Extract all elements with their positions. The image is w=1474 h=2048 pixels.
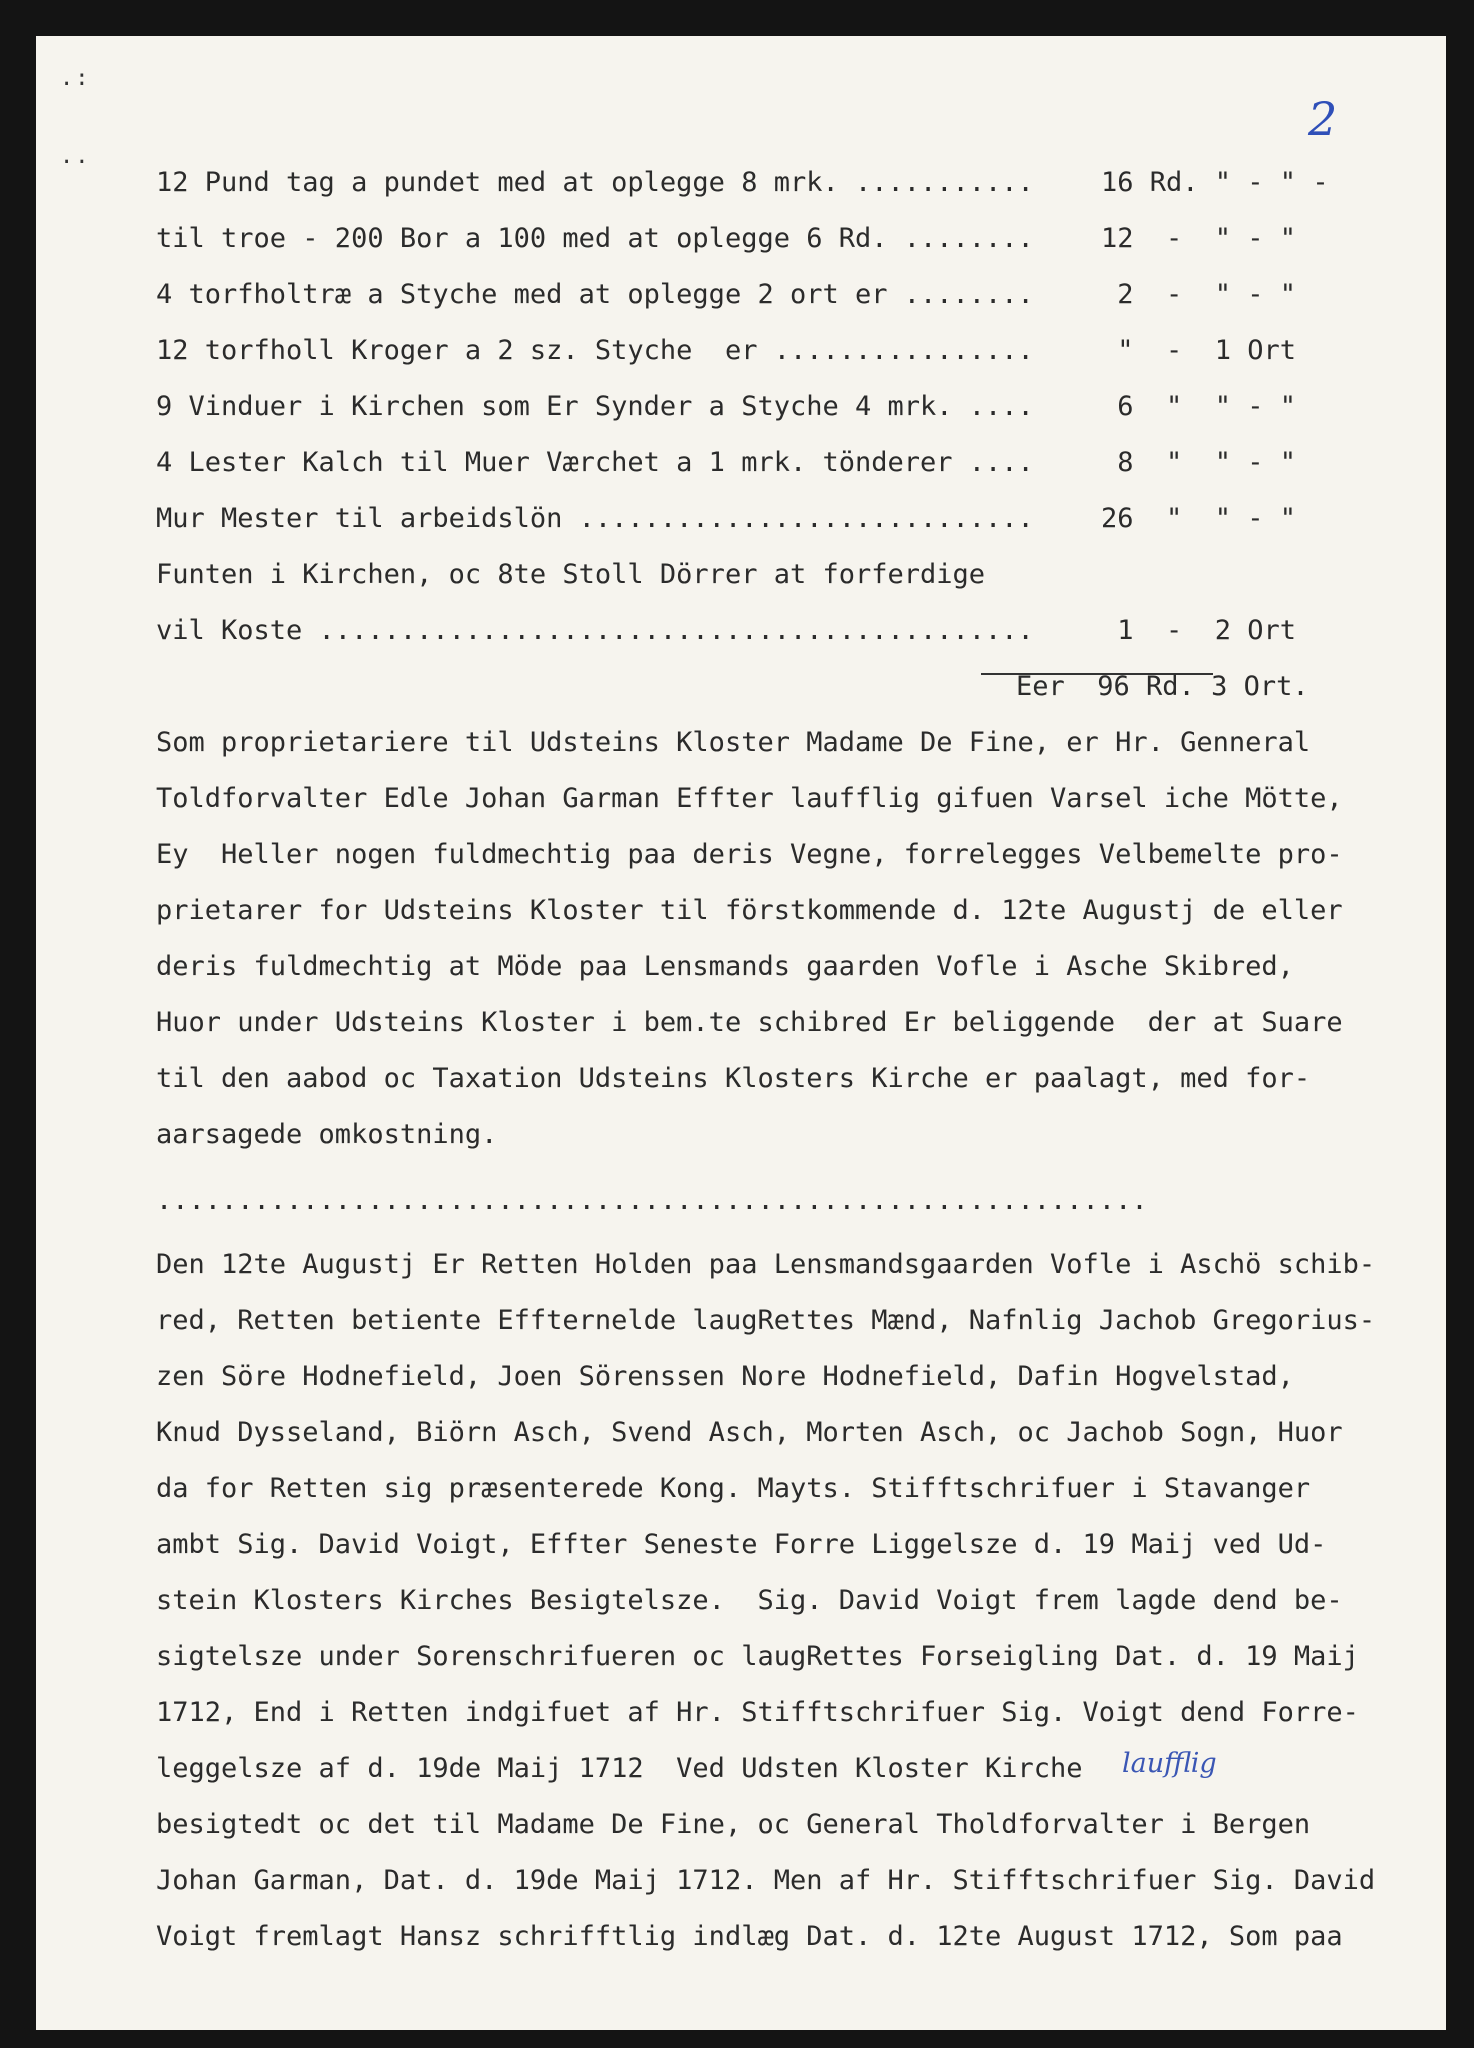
para2-line: red, Retten betiente Effternelde laugRettes Mænd, Nafnlig Jachob Gregorius- bbox=[156, 1305, 1376, 1336]
para1-line: Huor under Udsteins Kloster i bem.te schibred Er beliggende der at Suare bbox=[156, 1007, 1343, 1038]
para1-line: deris fuldmechtig at Möde paa Lensmands gaarden Vofle i Asche Skibred, bbox=[156, 951, 1294, 982]
account-line bbox=[156, 222, 1376, 256]
para1-line: Som proprietariere til Udsteins Kloster Madame De Fine, er Hr. Genneral bbox=[156, 727, 1311, 758]
account-line bbox=[156, 446, 1376, 480]
koste-line bbox=[156, 614, 1376, 648]
para2-line: Den 12te Augustj Er Retten Holden paa Lensmandsgaarden Vofle i Aschö schib- bbox=[156, 1249, 1376, 1280]
account-text: 4 Lester Kalch til Muer Værchet a 1 mrk. tönderer .... bbox=[156, 447, 1034, 478]
account-text: 4 torfholtræ a Styche med at oplegge 2 ort er ........ bbox=[156, 279, 1034, 310]
para1-line: prietarer for Udsteins Kloster til förstkommende d. 12te Augustj de eller bbox=[156, 895, 1343, 926]
koste-text: vil Koste ............................................ bbox=[156, 615, 1034, 646]
para2-line: stein Klosters Kirches Besigtelsze. Sig. David Voigt frem lagde dend be- bbox=[156, 1585, 1343, 1616]
account-amount: 16 Rd. " - " - bbox=[1101, 167, 1329, 198]
dotted-divider: ............................................................. bbox=[156, 1185, 1148, 1216]
account-amount: 6 " " - " bbox=[1101, 391, 1297, 422]
para1-line: aarsagede omkostning. bbox=[156, 1119, 498, 1150]
para2-line: leggelsze af d. 19de Maij 1712 Ved Udsten Kloster Kirche bbox=[156, 1753, 1083, 1784]
para2-line: Johan Garman, Dat. d. 19de Maij 1712. Men af Hr. Stifftschrifuer Sig. David bbox=[156, 1865, 1376, 1896]
account-amount: 2 - " - " bbox=[1101, 279, 1297, 310]
account-text: til troe - 200 Bor a 100 med at oplegge 6 Rd. ........ bbox=[156, 223, 1034, 254]
koste-amount: 1 - 2 Ort bbox=[1101, 615, 1297, 646]
handwritten-note: laufflig bbox=[1122, 1748, 1217, 1779]
margin-mark-left: .. bbox=[60, 144, 91, 169]
account-line bbox=[156, 334, 1376, 368]
account-amount: 8 " " - " bbox=[1101, 447, 1297, 478]
page-number: 2 bbox=[1308, 92, 1338, 146]
para2-line: Knud Dysseland, Biörn Asch, Svend Asch, Morten Asch, oc Jachob Sogn, Huor bbox=[156, 1417, 1343, 1448]
account-text: 9 Vinduer i Kirchen som Er Synder a Styche 4 mrk. .... bbox=[156, 391, 1034, 422]
account-line bbox=[156, 166, 1376, 200]
margin-mark-top: .: bbox=[60, 66, 91, 91]
account-text: 12 Pund tag a pundet med at oplegge 8 mrk. ........... bbox=[156, 167, 1034, 198]
para2-line: besigtedt oc det til Madame De Fine, oc General Tholdforvalter i Bergen bbox=[156, 1809, 1311, 1840]
para1-line: til den aabod oc Taxation Udsteins Klosters Kirche er paalagt, med for- bbox=[156, 1063, 1311, 1094]
document-page bbox=[36, 36, 1446, 2030]
account-amount: 26 " " - " bbox=[1101, 503, 1297, 534]
para2-line: 1712, End i Retten indgifuet af Hr. Stifftschrifuer Sig. Voigt dend Forre- bbox=[156, 1697, 1359, 1728]
account-text: 12 torfholl Kroger a 2 sz. Styche er ................ bbox=[156, 335, 1034, 366]
para2-line: da for Retten sig præsenterede Kong. Mayts. Stifftschrifuer i Stavanger bbox=[156, 1473, 1311, 1504]
account-line bbox=[156, 390, 1376, 424]
para1-line: Toldforvalter Edle Johan Garman Effter laufflig gifuen Varsel iche Mötte, bbox=[156, 783, 1343, 814]
para2-line: sigtelsze under Sorenschrifueren oc laugRettes Forseigling Dat. d. 19 Maij bbox=[156, 1641, 1359, 1672]
para2-line: zen Söre Hodnefield, Joen Sörenssen Nore Hodnefield, Dafin Hogvelstad, bbox=[156, 1361, 1294, 1392]
para2-line: ambt Sig. David Voigt, Effter Seneste Forre Liggelsze d. 19 Maij ved Ud- bbox=[156, 1529, 1327, 1560]
account-amount: 12 - " - " bbox=[1101, 223, 1297, 254]
funten-line: Funten i Kirchen, oc 8te Stoll Dörrer at forferdige bbox=[156, 559, 986, 590]
para1-line: Ey Heller nogen fuldmechtig paa deris Vegne, forrelegges Velbemelte pro- bbox=[156, 839, 1343, 870]
total-line: Eer 96 Rd. 3 Ort. bbox=[1016, 671, 1309, 702]
account-line bbox=[156, 502, 1376, 536]
para2-line: Voigt fremlagt Hansz schrifftlig indlæg Dat. d. 12te August 1712, Som paa bbox=[156, 1921, 1343, 1952]
account-amount: " - 1 Ort bbox=[1101, 335, 1297, 366]
account-line bbox=[156, 278, 1376, 312]
account-text: Mur Mester til arbeidslön ............................ bbox=[156, 503, 1034, 534]
